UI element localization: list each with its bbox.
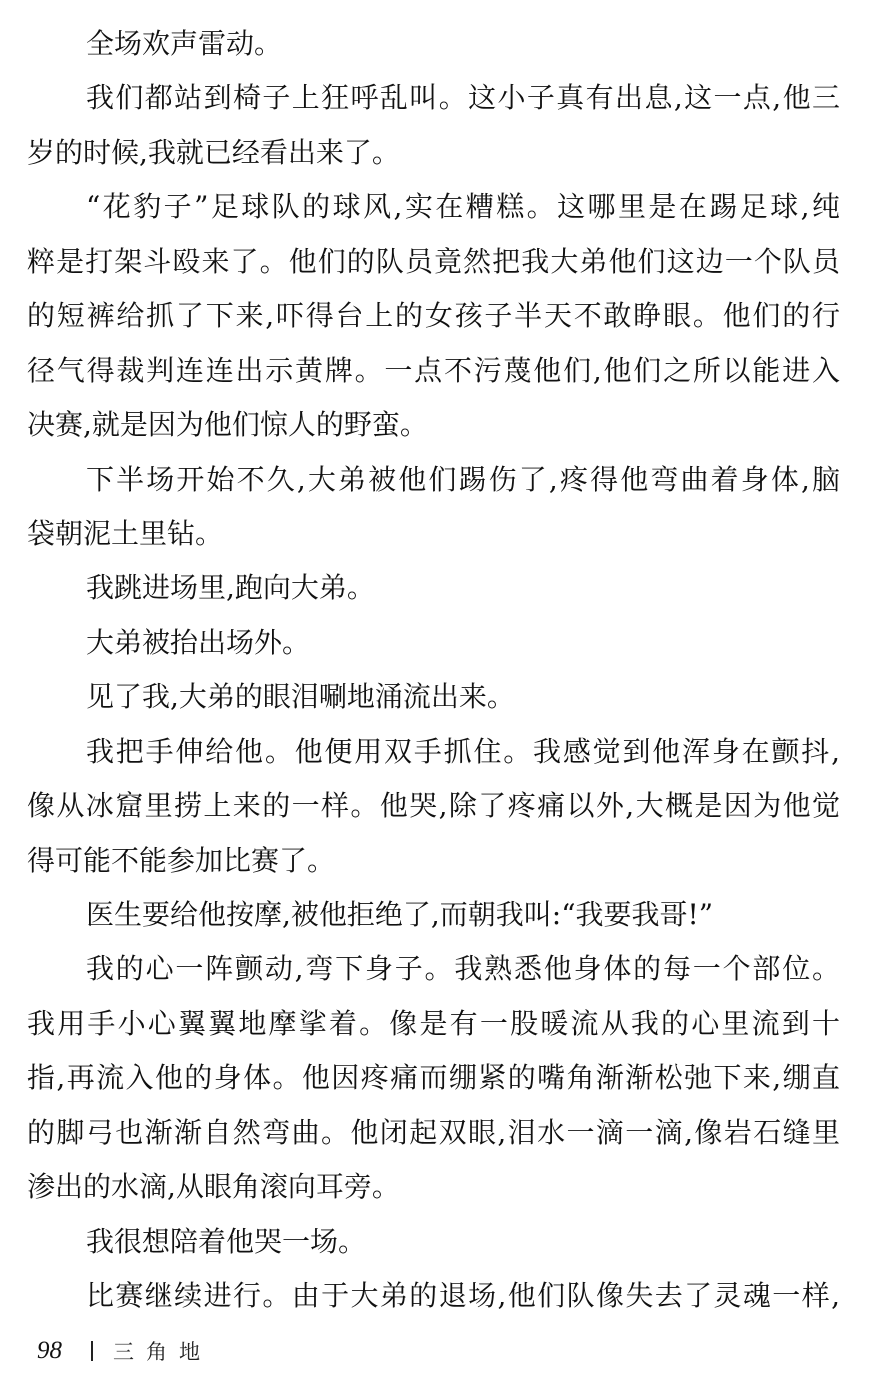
text-line: “花豹子”足球队的球风,实在糟糕。这哪里是在踢足球,纯 <box>86 190 840 224</box>
text-line: 全场欢声雷动。 <box>86 27 283 60</box>
paragraph <box>27 453 840 562</box>
running-title: 三角地 <box>113 1340 212 1364</box>
text-line: 得可能不能参加比赛了。 <box>27 843 336 877</box>
text-line: 比赛继续进行。由于大弟的退场,他们队像失去了灵魂一样, <box>86 1279 840 1313</box>
paragraph <box>27 670 840 724</box>
page-body <box>27 17 840 1324</box>
text-line: 的脚弓也渐渐自然弯曲。他闭起双眼,泪水一滴一滴,像岩石缝里 <box>27 1115 840 1149</box>
text-line: 决赛,就是因为他们惊人的野蛮。 <box>27 408 428 442</box>
text-line: 大弟被抬出场外。 <box>86 625 311 659</box>
paragraph <box>27 71 840 180</box>
text-line: 袋朝泥土里钻。 <box>27 516 224 550</box>
paragraph <box>27 1215 840 1269</box>
paragraph <box>27 888 840 942</box>
text-line: 我跳进场里,跑向大弟。 <box>86 571 375 605</box>
text-line: 我用手小心翼翼地摩挲着。像是有一股暖流从我的心里流到十 <box>27 1006 840 1040</box>
text-line: 下半场开始不久,大弟被他们踢伤了,疼得他弯曲着身体,脑 <box>86 462 840 496</box>
paragraph <box>27 17 840 71</box>
text-line: 指,再流入他的身体。他因疼痛而绷紧的嘴角渐渐松弛下来,绷直 <box>27 1061 840 1095</box>
text-line: 医生要给他按摩,被他拒绝了,而朝我叫:“我要我哥!” <box>86 898 714 931</box>
text-line: 粹是打架斗殴来了。他们的队员竟然把我大弟他们这边一个队员 <box>27 244 840 278</box>
text-line: 见了我,大弟的眼泪唰地涌流出来。 <box>86 680 515 714</box>
page-number: 98 <box>37 1337 62 1364</box>
paragraph <box>27 1269 840 1323</box>
text-line: 岁的时候,我就已经看出来了。 <box>27 135 400 169</box>
text-line: 径气得裁判连连出示黄牌。一点不污蔑他们,他们之所以能进入 <box>27 353 840 387</box>
footer-divider <box>91 1341 93 1361</box>
text-line: 我很想陪着他哭一场。 <box>86 1224 367 1258</box>
paragraph <box>27 180 840 452</box>
text-line: 我把手伸给他。他便用双手抓住。我感觉到他浑身在颤抖, <box>86 734 840 768</box>
paragraph <box>27 616 840 670</box>
paragraph <box>27 725 840 888</box>
text-line: 的短裤给抓了下来,吓得台上的女孩子半天不敢睁眼。他们的行 <box>27 299 840 333</box>
paragraph <box>27 942 840 1214</box>
page-footer <box>37 1333 212 1369</box>
text-line: 渗出的水滴,从眼角滚向耳旁。 <box>27 1170 400 1204</box>
paragraph <box>27 561 840 615</box>
text-line: 像从冰窟里捞上来的一样。他哭,除了疼痛以外,大概是因为他觉 <box>27 789 840 823</box>
text-line: 我的心一阵颤动,弯下身子。我熟悉他身体的每一个部位。 <box>86 952 840 986</box>
text-line: 我们都站到椅子上狂呼乱叫。这小子真有出息,这一点,他三 <box>86 81 840 115</box>
